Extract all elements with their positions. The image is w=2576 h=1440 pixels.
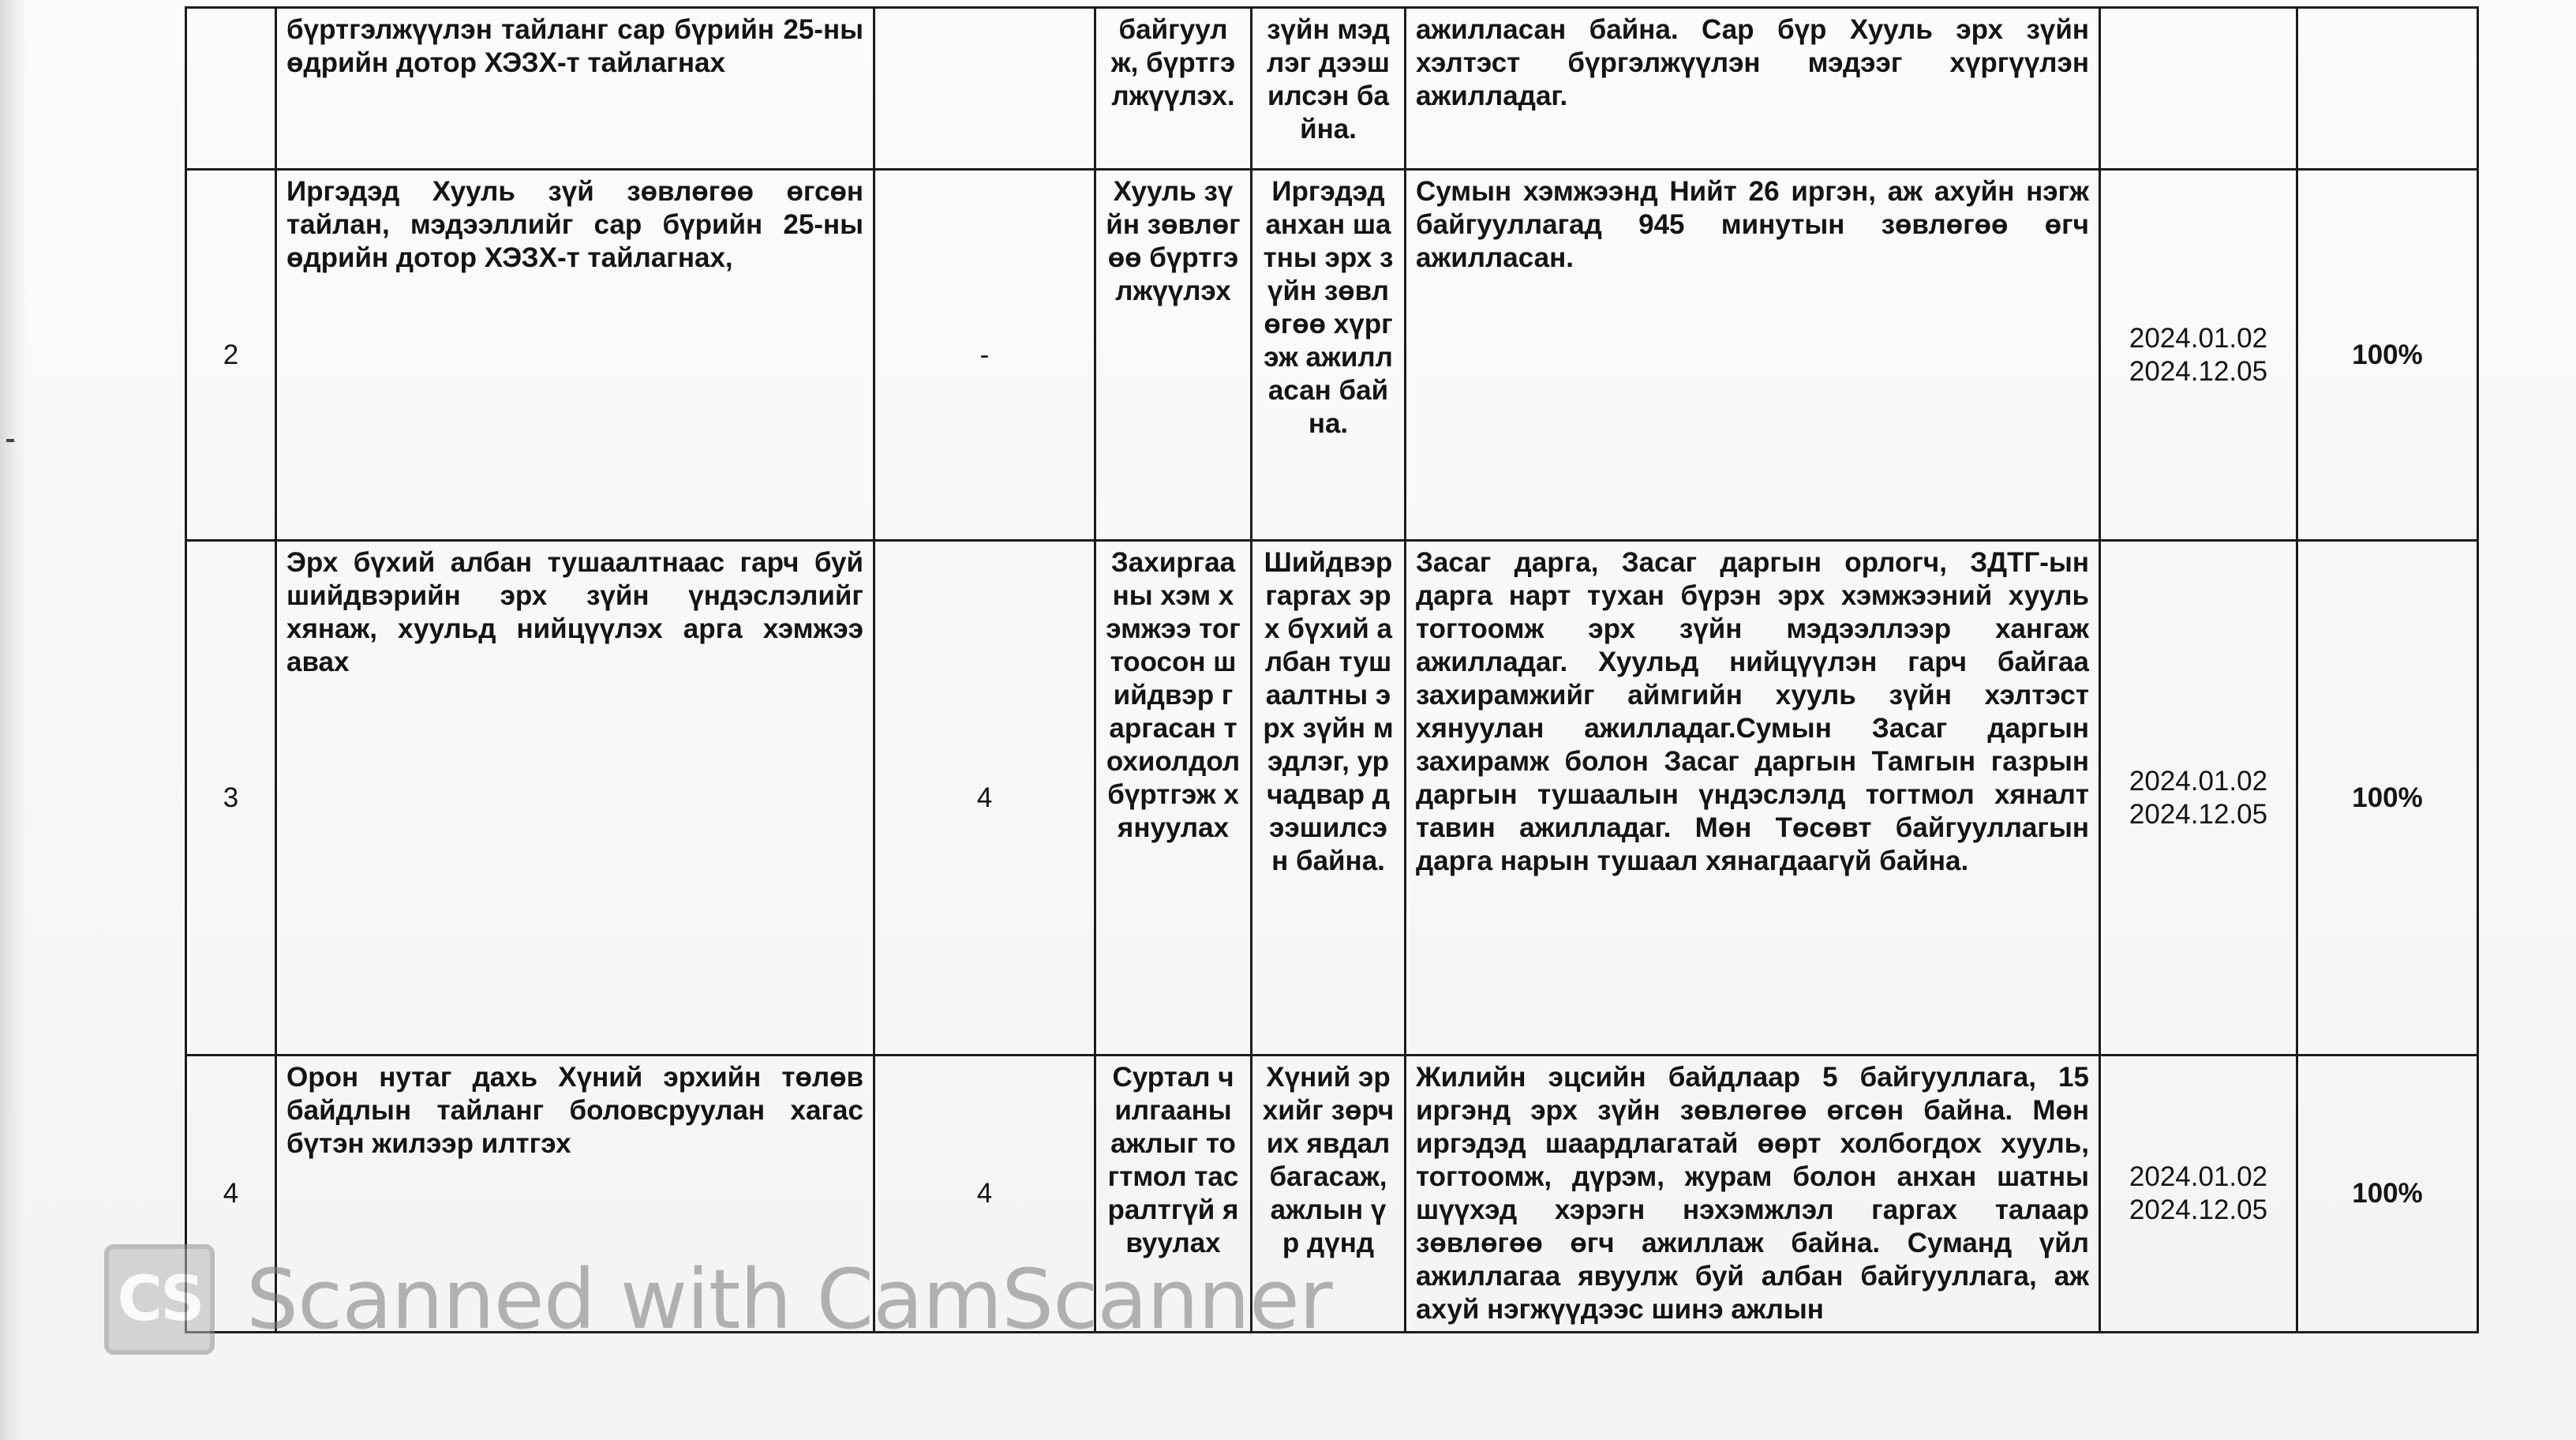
row-number: 4 — [186, 1056, 276, 1333]
activity-cell — [276, 541, 874, 1056]
criterion-cell — [1252, 8, 1406, 170]
count-cell — [874, 8, 1095, 170]
criterion-text: зүйн мэдлэг дээшилсэн байна. — [1267, 14, 1390, 144]
end-date: 2024.12.05 — [2129, 1194, 2268, 1225]
start-date: 2024.01.02 — [2129, 1161, 2268, 1192]
count-cell: - — [874, 170, 1095, 541]
activity-text: Эрх бүхий албан тушаалтнаас гарч буй шийдвэрийн эрх зүйн үндэслэлийг хянаж, хуульд нийцүүлэх арга хэмжээ авах — [286, 547, 863, 677]
criterion-cell — [1252, 541, 1406, 1056]
result-text: ажилласан байна. Сар бүр Хууль эрх зүйн хэлтэст бүргэлжүүлэн мэдээг хүргүүлэн ажилладаг. — [1416, 14, 2089, 111]
criterion-text: Иргэдэд анхан шатны эрх зүйн зөвлөгөө хүргэж ажилласан байна. — [1263, 176, 1394, 439]
table-row — [186, 541, 2478, 1056]
row-number: 2 — [186, 170, 276, 541]
indicator-cell — [1095, 170, 1252, 541]
end-date: 2024.12.05 — [2129, 798, 2268, 830]
criterion-cell — [1252, 170, 1406, 541]
result-cell — [1406, 170, 2100, 541]
activity-text: Орон нутаг дахь Хүний эрхийн төлөв байдлын тайланг боловсруулан хагас бүтэн жилээр илтгэх — [286, 1062, 863, 1159]
camscanner-logo-icon: CS — [104, 1244, 215, 1355]
activity-cell — [276, 170, 874, 541]
table-row — [186, 8, 2478, 170]
result-cell — [1406, 1056, 2100, 1333]
percent-cell: 100% — [2297, 1056, 2478, 1333]
row-number: 3 — [186, 541, 276, 1056]
criterion-text: Шийдвэр гаргах эрх бүхий албан тушаалтны эрх зүйн мэдлэг, ур чадвар дээшилсэн байна. — [1263, 547, 1394, 876]
result-cell — [1406, 8, 2100, 170]
activity-cell — [276, 8, 874, 170]
result-text: Жилийн эцсийн байдлаар 5 байгууллага, 15 иргэнд эрх зүйн зөвлөгөө өгсөн байна. Мөн иргэдэд шаардлагатай өөрт холбогдох хууль, тогтоомж, дүрэм, журам болон анхан шатны шүүхэд хэрэгн нэхэмжлэл гаргах талаар зөвлөгөө өгч ажиллаж байна. Суманд үйл ажиллагаа явуулж буй албан байгууллага, аж ахуй нэгжүүдээс шинэ ажлын — [1416, 1062, 2089, 1325]
result-text: Сумын хэмжээнд Нийт 26 иргэн, аж ахуйн нэгж байгууллагад 945 минутын зөвлөгөө өгч ажилласан. — [1416, 176, 2089, 273]
count-cell: 4 — [874, 1056, 1095, 1333]
table-row — [186, 170, 2478, 541]
date-cell — [2100, 1056, 2297, 1333]
start-date: 2024.01.02 — [2129, 765, 2268, 797]
indicator-text: Хууль зүйн зөвлөгөө бүртгэлжүүлэх — [1106, 176, 1241, 306]
camscanner-watermark — [104, 1241, 1332, 1358]
margin-mark — [6, 439, 14, 442]
percent-cell: 100% — [2297, 541, 2478, 1056]
activity-text: бүртгэлжүүлэн тайланг сар бүрийн 25-ны өдрийн дотор ХЭЗХ-т тайлагнах — [286, 14, 863, 78]
indicator-cell — [1095, 541, 1252, 1056]
percent-cell — [2297, 8, 2478, 170]
indicator-cell — [1095, 8, 1252, 170]
report-table — [185, 6, 2479, 1333]
result-cell — [1406, 541, 2100, 1056]
criterion-text: Хүний эрхийг зөрчих явдал багасаж, ажлын үр дүнд — [1262, 1062, 1395, 1258]
activity-text: Иргэдэд Хууль зүй зөвлөгөө өгсөн тайлан, мэдээллийг сар бүрийн 25-ны өдрийн дотор ХЭЗХ-т тайлагнах, — [286, 176, 863, 273]
watermark-text: Scanned with CamScanner — [246, 1251, 1332, 1348]
date-cell — [2100, 8, 2297, 170]
percent-cell: 100% — [2297, 170, 2478, 541]
indicator-text: Суртал чилгааны ажлыг тогтмол тасралтгүй явуулах — [1107, 1062, 1239, 1258]
start-date: 2024.01.02 — [2129, 322, 2268, 354]
page-fold-shadow — [0, 0, 27, 1440]
date-cell — [2100, 541, 2297, 1056]
indicator-text: Захиргааны хэм хэмжээ тогтоосон шийдвэр гаргасан тохиолдол бүртгэж хянуулах — [1106, 547, 1241, 843]
date-cell — [2100, 170, 2297, 541]
row-number — [186, 8, 276, 170]
end-date: 2024.12.05 — [2129, 355, 2268, 387]
count-cell: 4 — [874, 541, 1095, 1056]
result-text: Засаг дарга, Засаг даргын орлогч, ЗДТГ-ын дарга нарт тухан бүрэн эрх хэмжээний хууль тогтоомж эрх зүйн мэдээллээр хангаж ажилладаг. Хуульд нийцүүлэн гарч байгаа захирамжийг аймгийн хууль зүйн хэлтэст хянуулан ажилладаг.Сумын Засаг даргын захирамж болон Засаг даргын Тамгын газрын даргын тушаалын үндэслэлд тогтмол хяналт тавин ажилладаг. Мөн Төсөвт байгууллагын дарга нарын тушаал хянагдаагүй байна. — [1416, 547, 2089, 876]
indicator-text: байгуулж, бүртгэлжүүлэх. — [1110, 14, 1236, 111]
